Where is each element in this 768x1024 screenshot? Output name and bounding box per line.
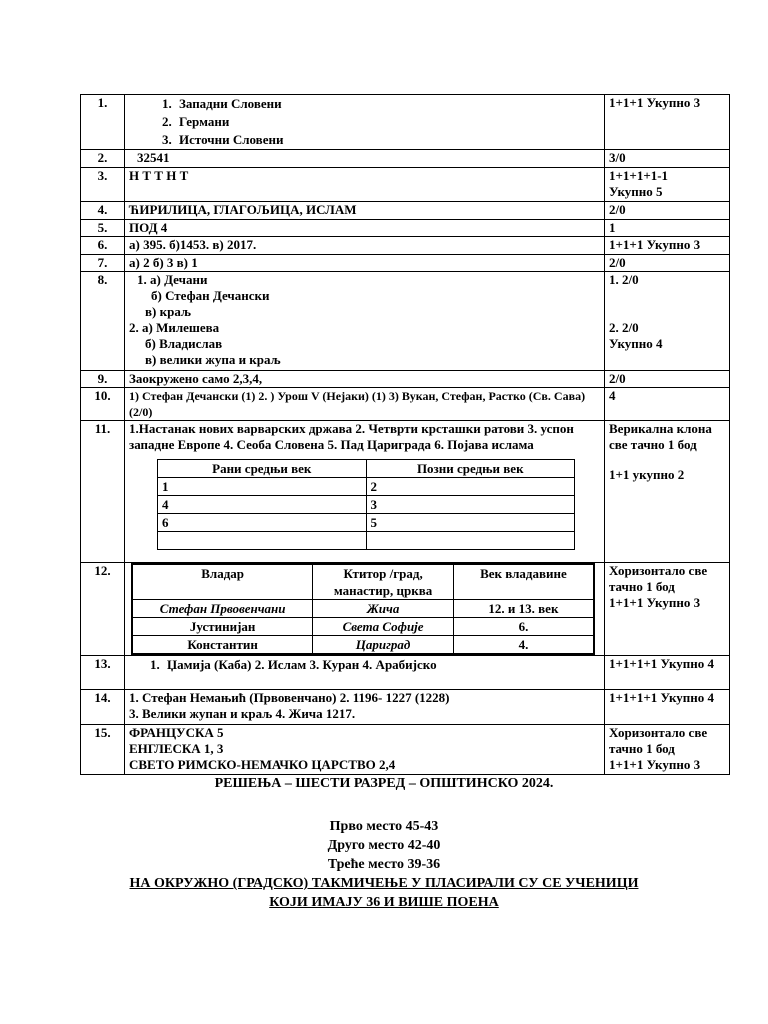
score-cell xyxy=(605,563,730,656)
table-row xyxy=(81,150,730,168)
answer-line: 2. а) Милешева xyxy=(129,320,220,335)
question-number: 11. xyxy=(81,421,125,563)
answer-text: 1.Настанак нових варварских држава 2. Четврти крсташки ратови 3. успон западне Европе 4. Сеоба Словена 5. Пад Цариграда 6. Појава ислама xyxy=(129,421,574,452)
table-row xyxy=(81,237,730,255)
placement-list xyxy=(0,817,768,874)
question-number: 1. xyxy=(81,95,125,150)
score-cell xyxy=(605,168,730,202)
table-row xyxy=(132,600,594,618)
question-number: 8. xyxy=(81,272,125,371)
table-row xyxy=(158,532,575,550)
answer-cell: Заокружено само 2,3,4, xyxy=(125,371,605,388)
answer-cell: 1) Стефан Дечански (1) 2. ) Урош V (Нејаки) (1) 3) Вукан, Стефан, Растко (Св. Сава) (2/0) xyxy=(125,388,605,421)
column-header: Рани средњи век xyxy=(158,460,367,478)
score-cell: 1 xyxy=(605,220,730,237)
score-cell xyxy=(605,272,730,371)
score-cell: 1+1+1 Укупно 3 xyxy=(605,237,730,255)
table-row xyxy=(81,725,730,775)
qualification-note xyxy=(0,874,768,912)
answer-cell: ЋИРИЛИЦА, ГЛАГОЉИЦА, ИСЛАМ xyxy=(125,202,605,220)
table-row xyxy=(132,636,594,655)
score-line: 2. 2/0 xyxy=(609,320,639,335)
question-number: 9. xyxy=(81,371,125,388)
footer xyxy=(0,775,768,912)
table-row xyxy=(132,564,594,600)
table-row xyxy=(81,272,730,371)
table-row xyxy=(81,371,730,388)
placement-item: Прво место 45-43 xyxy=(329,819,439,834)
table-cell: 4 xyxy=(158,496,367,514)
placement-item: Друго место 42-40 xyxy=(327,838,441,853)
answer-cell xyxy=(125,272,605,371)
score-cell: 1+1+1+1 Укупно 4 xyxy=(605,656,730,690)
answer-line: 1. Стефан Немањић (Првовенчано) 2. 1196- 1227 (1228) xyxy=(129,690,450,705)
list-item: 1. Џамија (Каба) 2. Ислам 3. Куран 4. Арабијско xyxy=(163,656,600,674)
table-row xyxy=(132,618,594,636)
answer-line: 3. Велики жупан и краљ 4. Жича 1217. xyxy=(129,706,356,721)
answer-cell: Н Т Т Н Т xyxy=(125,168,605,202)
table-cell: 4. xyxy=(453,636,594,655)
question-number: 13. xyxy=(81,656,125,690)
score-line: 1+1+1+1-1 xyxy=(609,168,669,183)
question-number: 2. xyxy=(81,150,125,168)
question-number: 3. xyxy=(81,168,125,202)
answer-cell xyxy=(125,150,605,168)
table-cell: Јустинијан xyxy=(132,618,313,636)
answer-cell xyxy=(125,563,605,656)
score-cell xyxy=(605,421,730,563)
table-cell: 5 xyxy=(366,514,575,532)
score-cell: 4 xyxy=(605,388,730,421)
table-cell: 3 xyxy=(366,496,575,514)
answer-cell: ПОД 4 xyxy=(125,220,605,237)
answer-cell xyxy=(125,690,605,725)
question-number: 12. xyxy=(81,563,125,656)
answer-line: б) Владислав xyxy=(145,336,223,351)
score-line: 1+1+1 Укупно 3 xyxy=(609,595,701,610)
answer-line: б) Стефан Дечански xyxy=(151,288,270,303)
table-cell: Жича xyxy=(313,600,454,618)
list-item: 1. Западни Словени xyxy=(175,95,600,113)
score-cell: 2/0 xyxy=(605,371,730,388)
score-line: Укупно 4 xyxy=(609,336,663,351)
table-cell: 6 xyxy=(158,514,367,532)
score-line: Верикална клона све тачно 1 бод xyxy=(609,421,712,452)
answer-cell xyxy=(125,656,605,690)
score-line: 1+1 укупно 2 xyxy=(609,467,685,482)
question-number: 10. xyxy=(81,388,125,421)
score-line: Хоризонтало све тачно 1 бод xyxy=(609,725,708,756)
answer-cell: а) 2 б) 3 в) 1 xyxy=(125,255,605,272)
question-number: 15. xyxy=(81,725,125,775)
table-row xyxy=(81,202,730,220)
table-row xyxy=(81,220,730,237)
answer-cell xyxy=(125,725,605,775)
table-row xyxy=(158,478,575,496)
answer-text: 32541 xyxy=(137,150,170,165)
column-header: Владар xyxy=(132,564,313,600)
table-cell: Константин xyxy=(132,636,313,655)
score-cell: 1+1+1+1 Укупно 4 xyxy=(605,690,730,725)
score-line: 1. 2/0 xyxy=(609,272,639,287)
table-row xyxy=(81,421,730,563)
answer-cell xyxy=(125,421,605,563)
list-item: 3. Источни Словени xyxy=(175,131,600,149)
question-number: 7. xyxy=(81,255,125,272)
table-cell xyxy=(366,532,575,550)
page-title: РЕШЕЊА – ШЕСТИ РАЗРЕД – ОПШТИНСКО 2024. xyxy=(214,776,554,791)
table-row xyxy=(81,168,730,202)
question-number: 6. xyxy=(81,237,125,255)
table-row xyxy=(81,656,730,690)
column-header: Ктитор /град, манастир, црква xyxy=(313,564,454,600)
table-cell: 6. xyxy=(453,618,594,636)
placement-item: Треће место 39-36 xyxy=(327,857,441,872)
answer-list xyxy=(129,656,600,674)
table-row xyxy=(81,563,730,656)
column-header: Век владавине xyxy=(453,564,594,600)
table-cell xyxy=(158,532,367,550)
answer-line: 1. а) Дечани xyxy=(137,272,208,287)
table-cell: Цариград xyxy=(313,636,454,655)
period-table xyxy=(157,459,575,550)
score-cell xyxy=(605,725,730,775)
table-row xyxy=(158,496,575,514)
column-header: Позни средњи век xyxy=(366,460,575,478)
table-cell: Света Софије xyxy=(313,618,454,636)
question-number: 4. xyxy=(81,202,125,220)
note-line: НА ОКРУЖНО (ГРАДСКО) ТАКМИЧЕЊЕ У ПЛАСИРАЛИ СУ СЕ УЧЕНИЦИ xyxy=(129,876,639,891)
table-cell: 2 xyxy=(366,478,575,496)
table-cell: 1 xyxy=(158,478,367,496)
answer-line: в) краљ xyxy=(145,304,191,319)
score-cell: 1+1+1 Укупно 3 xyxy=(605,95,730,150)
list-item: 2. Германи xyxy=(175,113,600,131)
note-line: КОЈИ ИМАЈУ 36 И ВИШЕ ПОЕНА xyxy=(269,895,499,910)
question-number: 14. xyxy=(81,690,125,725)
answer-cell: а) 395. б)1453. в) 2017. xyxy=(125,237,605,255)
ruler-table xyxy=(131,563,595,655)
answer-list xyxy=(129,95,600,149)
answer-line: ФРАНЦУСКА 5 xyxy=(129,725,224,740)
score-cell: 2/0 xyxy=(605,202,730,220)
score-line: Хоризонтало све тачно 1 бод xyxy=(609,563,708,594)
table-cell: 12. и 13. век xyxy=(453,600,594,618)
table-cell: Стефан Првовенчани xyxy=(132,600,313,618)
table-row xyxy=(81,95,730,150)
answer-cell xyxy=(125,95,605,150)
table-row xyxy=(81,690,730,725)
table-row xyxy=(81,255,730,272)
score-line: Укупно 5 xyxy=(609,184,663,199)
answer-line: в) велики жупа и краљ xyxy=(145,352,281,367)
score-cell: 3/0 xyxy=(605,150,730,168)
answer-line: ЕНГЛЕСКА 1, 3 xyxy=(129,741,224,756)
answer-line: СВЕТО РИМСКО-НЕМАЧКО ЦАРСТВО 2,4 xyxy=(129,757,396,772)
table-row xyxy=(158,514,575,532)
answer-table xyxy=(80,94,730,775)
score-cell: 2/0 xyxy=(605,255,730,272)
score-line: 1+1+1 Укупно 3 xyxy=(609,757,701,772)
question-number: 5. xyxy=(81,220,125,237)
table-row xyxy=(81,388,730,421)
table-row xyxy=(158,460,575,478)
